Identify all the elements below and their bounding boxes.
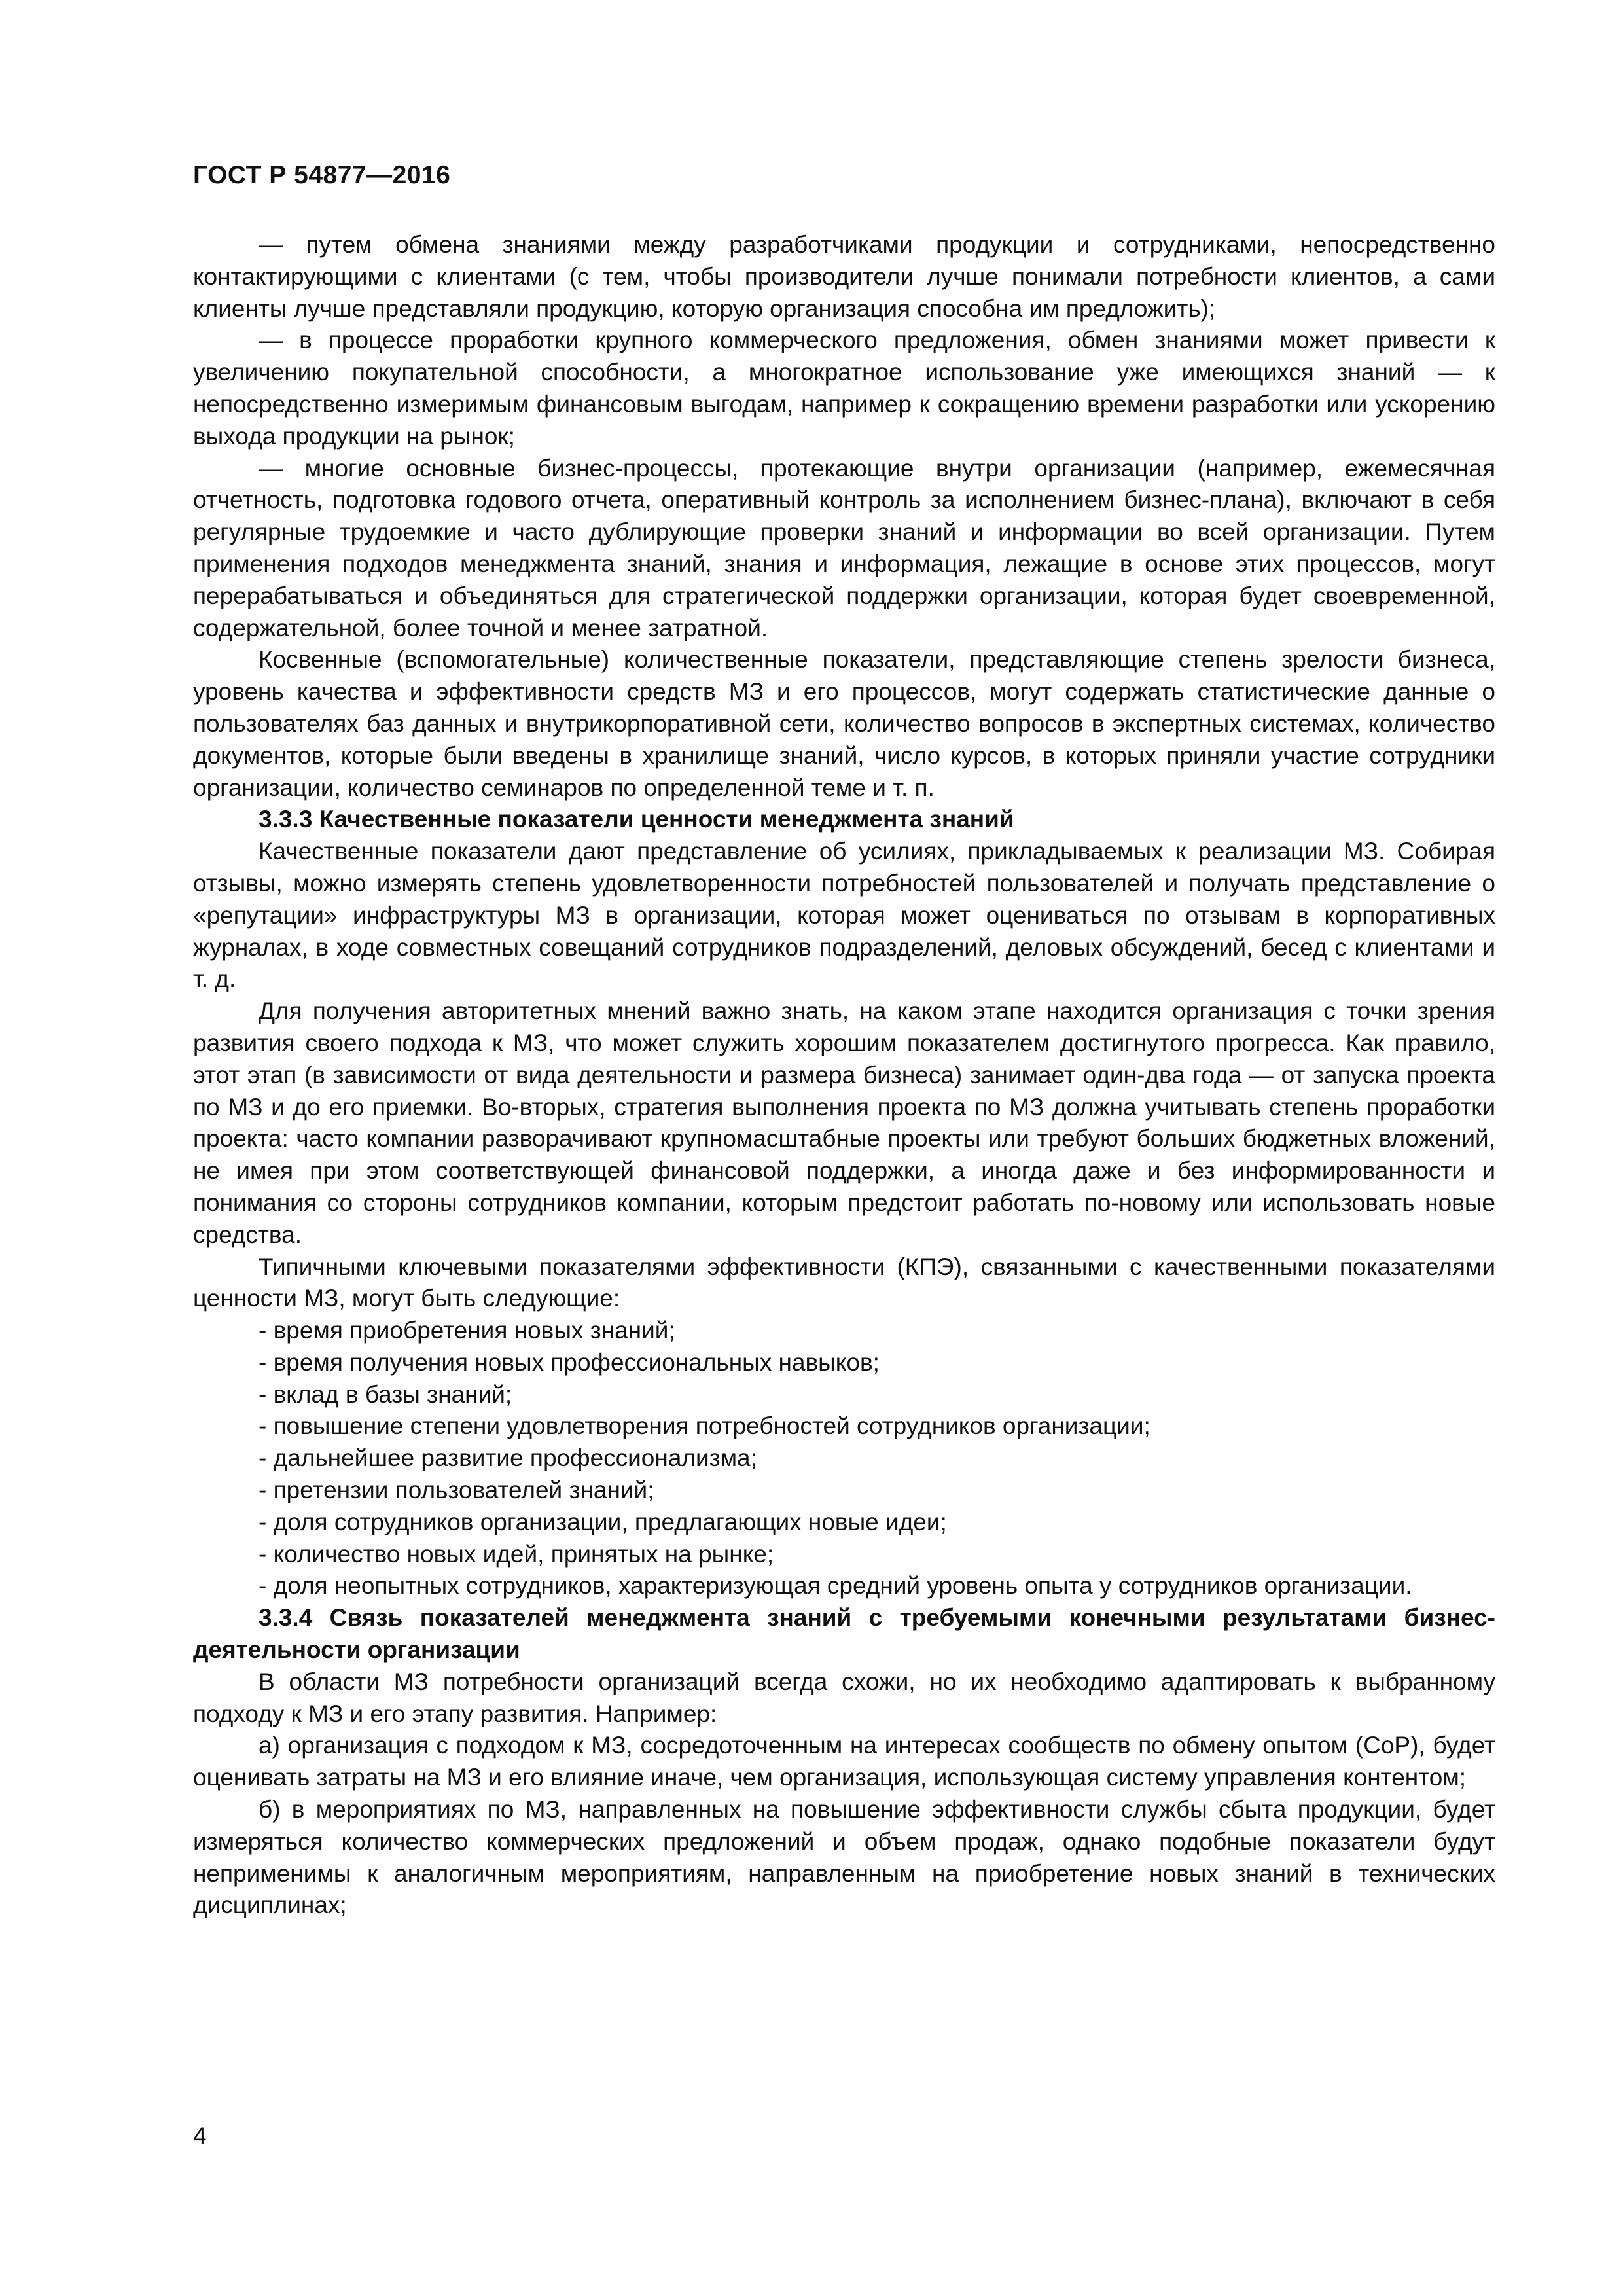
paragraph-indirect-indicators: Косвенные (вспомогательные) количественные показатели, представляющие степень зрелости бизнеса, уровень качества и эффективности средств МЗ и его процессов, могут содержать статистические данные о пользователях баз данных и внутрикорпоративной сети, количество вопросов в экспертных системах, количество документов, которые были введены в хранилище знаний, число курсов, в которых приняли участие сотрудники организации, количество семинаров по определенной теме и т. п. <box>193 646 1495 801</box>
section-3-3-4-heading: 3.3.4 Связь показателей менеджмента знаний с требуемыми конечными результатами бизнес-деятельности организации <box>193 1604 1495 1664</box>
section-3-3-4-item-a: а) организация с подходом к МЗ, сосредоточенным на интересах сообществ по обмену опытом (CoP), будет оценивать затраты на МЗ и его влияние иначе, чем организация, использующая систему управления контентом; <box>193 1732 1495 1791</box>
intro-item-3: — многие основные бизнес-процессы, протекающие внутри организации (например, ежемесячная отчетность, подготовка годового отчета, оперативный контроль за исполнением бизнес-плана), включают в себя регулярные трудоемкие и часто дублирующие проверки знаний и информации во всей организации. Путем применения подходов менеджмента знаний, знания и информация, лежащие в основе этих процессов, могут перерабатываться и объединяться для стратегической поддержки организации, которая будет своевременной, содержательной, более точной и менее затратной. <box>193 454 1495 641</box>
section-3-3-4-item-b: б) в мероприятиях по МЗ, направленных на повышение эффективности службы сбыта продукции, будет измеряться количество коммерческих предложений и объем продаж, однако подобные показатели будут неприменимы к аналогичным мероприятиям, направленным на приобретение новых знаний в технических дисциплинах; <box>193 1796 1495 1919</box>
intro-item-2: — в процессе проработки крупного коммерческого предложения, обмен знаниями может привести к увеличению покупательной способности, а многократное использование уже имеющихся знаний — к непосредственно измеримым финансовым выгодам, например к сокращению времени разработки или ускорению выхода продукции на рынок; <box>193 327 1495 450</box>
document-header-id: ГОСТ Р 54877—2016 <box>193 161 451 189</box>
kpi-list <box>193 1315 1495 1602</box>
intro-item-1: — путем обмена знаниями между разработчиками продукции и сотрудниками, непосредственно контактирующими с клиентами (с тем, чтобы производители лучше понимали потребности клиентов, а сами клиенты лучше представляли продукцию, которую организация способна им предложить); <box>193 231 1495 322</box>
kpi-list-item: - дальнейшее развитие профессионализма; <box>259 1444 757 1472</box>
page-number: 4 <box>193 2123 207 2149</box>
kpi-list-item: - время получения новых профессиональных навыков; <box>259 1348 880 1376</box>
kpi-list-item: - количество новых идей, принятых на рынке; <box>259 1540 774 1568</box>
section-3-3-3-paragraph-2: Для получения авторитетных мнений важно знать, на каком этапе находится организация с точки зрения развития своего подхода к МЗ, что может служить хорошим показателем достигнутого прогресса. Как правило, этот этап (в зависимости от вида деятельности и размера бизнеса) занимает один-два года — от запуска проекта по МЗ и до его приемки. Во-вторых, стратегия выполнения проекта по МЗ должна учитывать степень проработки проекта: часто компании разворачивают крупномасштабные проекты или требуют больших бюджетных вложений, не имея при этом соответствующей финансовой поддержки, а иногда даже и без информированности и понимания со стороны сотрудников компании, которым предстоит работать по-новому или использовать новые средства. <box>193 997 1495 1248</box>
kpi-list-item: - доля неопытных сотрудников, характеризующая средний уровень опыта у сотрудников организации. <box>259 1572 1412 1600</box>
section-3-3-3-paragraph-1: Качественные показатели дают представление об усилиях, прикладываемых к реализации МЗ. Собирая отзывы, можно измерять степень удовлетворенности потребностей пользователей и получать представление о «репутации» инфраструктуры МЗ в организации, которая может оцениваться по отзывам в корпоративных журналах, в ходе совместных совещаний сотрудников подразделений, деловых обсуждений, бесед с клиентами и т. д. <box>193 838 1495 993</box>
section-3-3-3-paragraph-3: Типичными ключевыми показателями эффективности (КПЭ), связанными с качественными показателями ценности МЗ, могут быть следующие: <box>193 1253 1495 1312</box>
kpi-list-item: - повышение степени удовлетворения потребностей сотрудников организации; <box>259 1412 1150 1440</box>
section-3-3-3-heading: 3.3.3 Качественные показатели ценности менеджмента знаний <box>259 806 1014 833</box>
kpi-list-item: - претензии пользователей знаний; <box>259 1477 654 1504</box>
section-3-3-4-intro: В области МЗ потребности организаций всегда схожи, но их необходимо адаптировать к выбранному подходу к МЗ и его этапу развития. Например: <box>193 1668 1495 1727</box>
kpi-list-item: - доля сотрудников организации, предлагающих новые идеи; <box>259 1508 947 1535</box>
kpi-list-item: - вклад в базы знаний; <box>259 1380 512 1408</box>
document-body <box>193 229 1495 1922</box>
kpi-list-item: - время приобретения новых знаний; <box>259 1317 675 1344</box>
